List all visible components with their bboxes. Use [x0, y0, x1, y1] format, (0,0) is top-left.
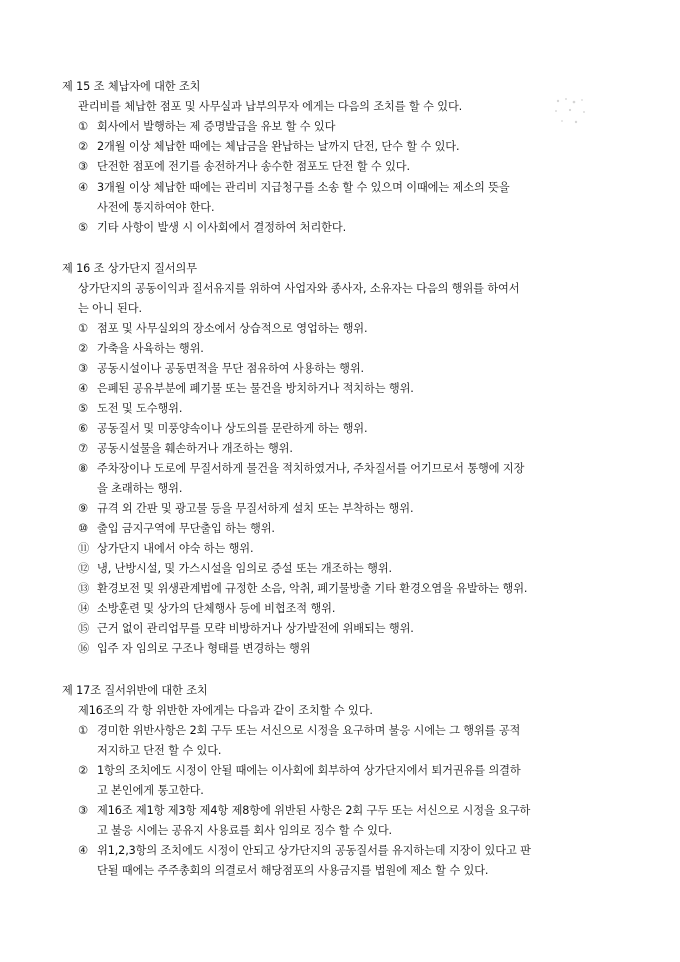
- item-number: ②: [78, 764, 88, 777]
- list-item: 소방훈련 및 상가의 단체행사 등에 비협조적 행위.: [97, 602, 336, 615]
- item-number: ③: [78, 804, 88, 817]
- list-item: 공동시설물을 훼손하거나 개조하는 행위.: [97, 442, 293, 455]
- item-number: ①: [78, 120, 88, 133]
- item-number: ⑥: [78, 422, 88, 435]
- item-number: ⑬: [78, 582, 90, 595]
- item-number: ⑤: [78, 221, 88, 234]
- section-15-heading: 제 15 조 체납자에 대한 조치: [62, 80, 201, 93]
- list-item: 상가단지 내에서 야숙 하는 행위.: [97, 542, 254, 555]
- list-item: 공동시설이나 공동면적을 무단 점유하여 사용하는 행위.: [97, 362, 365, 375]
- item-number: ⑪: [78, 542, 90, 555]
- list-item-continuation: 고 본인에게 통고한다.: [97, 784, 204, 797]
- section-15-intro: 관리비를 체납한 점포 및 사무실과 납부의무자 에게는 다음의 조치를 할 수 있다.: [78, 100, 463, 113]
- item-number: ④: [78, 382, 88, 395]
- list-item: 3개월 이상 체납한 때에는 관리비 지급청구를 소송 할 수 있으며 이때에는 제소의 뜻을: [97, 181, 510, 194]
- section-16-intro-continuation: 는 아니 된다.: [78, 302, 142, 315]
- section-16-heading: 제 16 조 상가단지 질서의무: [62, 262, 197, 275]
- item-number: ④: [78, 844, 88, 857]
- list-item: 가축을 사육하는 행위.: [97, 342, 204, 355]
- item-number: ⑦: [78, 442, 88, 455]
- list-item-continuation: 단될 때에는 주주총회의 의결로서 해당점포의 사용금지를 법원에 제소 할 수 있다.: [97, 864, 489, 877]
- list-item-continuation: 저지하고 단전 할 수 있다.: [97, 744, 222, 757]
- item-number: ②: [78, 140, 88, 153]
- list-item: 2개월 이상 체납한 때에는 체납금을 완납하는 날까지 단전, 단수 할 수 있다.: [97, 140, 460, 153]
- list-item: 근거 없이 관리업무를 모략 비방하거나 상가발전에 위배되는 행위.: [97, 622, 414, 635]
- list-item: 1항의 조치에도 시정이 안될 때에는 이사회에 회부하여 상가단지에서 퇴거권유를 의결하: [97, 764, 521, 777]
- list-item: 제16조 제1항 제3항 제4항 제8항에 위반된 사항은 2회 구두 또는 서신으로 시정을 요구하: [97, 804, 531, 817]
- list-item: 점포 및 사무실외의 장소에서 상습적으로 영업하는 행위.: [97, 322, 368, 335]
- item-number: ⑫: [78, 562, 90, 575]
- list-item: 공동질서 및 미풍양속이나 상도의를 문란하게 하는 행위.: [97, 422, 368, 435]
- item-number: ⑭: [78, 602, 90, 615]
- item-number: ⑤: [78, 402, 88, 415]
- list-item-continuation: 사전에 통지하여야 한다.: [97, 201, 215, 214]
- item-number: ①: [78, 724, 88, 737]
- list-item: 기타 사항이 발생 시 이사회에서 결정하여 처리한다.: [97, 221, 347, 234]
- list-item: 규격 외 간판 및 광고물 등을 무질서하게 설치 또는 부착하는 행위.: [97, 502, 414, 515]
- item-number: ⑮: [78, 622, 90, 635]
- section-17-heading: 제 17조 질서위반에 대한 조치: [62, 684, 208, 697]
- item-number: ②: [78, 342, 88, 355]
- item-number: ⑧: [78, 462, 88, 475]
- list-item: 위1,2,3항의 조치에도 시정이 안되고 상가단지의 공동질서를 유지하는데 지장이 있다고 판: [97, 844, 531, 857]
- item-number: ③: [78, 160, 88, 173]
- list-item-continuation: 고 불응 시에는 공유지 사용료를 회사 임의로 징수 할 수 있다.: [97, 824, 392, 837]
- item-number: ⑯: [78, 642, 90, 655]
- list-item: 경미한 위반사항은 2회 구두 또는 서신으로 시정을 요구하며 불응 시에는 그 행위를 공적: [97, 724, 521, 737]
- list-item: 주차장이나 도로에 무질서하게 물건을 적치하였거나, 주차질서를 어기므로서 통행에 지장: [97, 462, 525, 475]
- section-16-intro: 상가단지의 공동이익과 질서유지를 위하여 사업자와 종사자, 소유자는 다음의 행위를 하여서: [78, 282, 520, 295]
- item-number: ①: [78, 322, 88, 335]
- item-number: ④: [78, 181, 88, 194]
- list-item: 회사에서 발행하는 제 증명발급을 유보 할 수 있다: [97, 120, 336, 133]
- faded-stamp-mark: [548, 93, 592, 129]
- item-number: ⑩: [78, 522, 88, 535]
- item-number: ③: [78, 362, 88, 375]
- list-item: 출입 금지구역에 무단출입 하는 행위.: [97, 522, 275, 535]
- item-number: ⑨: [78, 502, 88, 515]
- list-item: 환경보전 및 위생관계법에 규정한 소음, 악취, 폐기물방출 기타 환경오염을 유발하는 행위.: [97, 582, 528, 595]
- list-item: 단전한 점포에 전기를 송전하거나 송수한 점포도 단전 할 수 있다.: [97, 160, 410, 173]
- list-item-continuation: 을 초래하는 행위.: [97, 482, 183, 495]
- list-item: 냉, 난방시설, 및 가스시설을 임의로 증설 또는 개조하는 행위.: [97, 562, 392, 575]
- list-item: 입주 자 임의로 구조나 형태를 변경하는 행위: [97, 642, 311, 655]
- section-17-intro: 제16조의 각 항 위반한 자에게는 다음과 같이 조치할 수 있다.: [78, 704, 373, 717]
- list-item: 은폐된 공유부분에 폐기물 또는 물건을 방치하거나 적치하는 행위.: [97, 382, 414, 395]
- list-item: 도전 및 도수행위.: [97, 402, 183, 415]
